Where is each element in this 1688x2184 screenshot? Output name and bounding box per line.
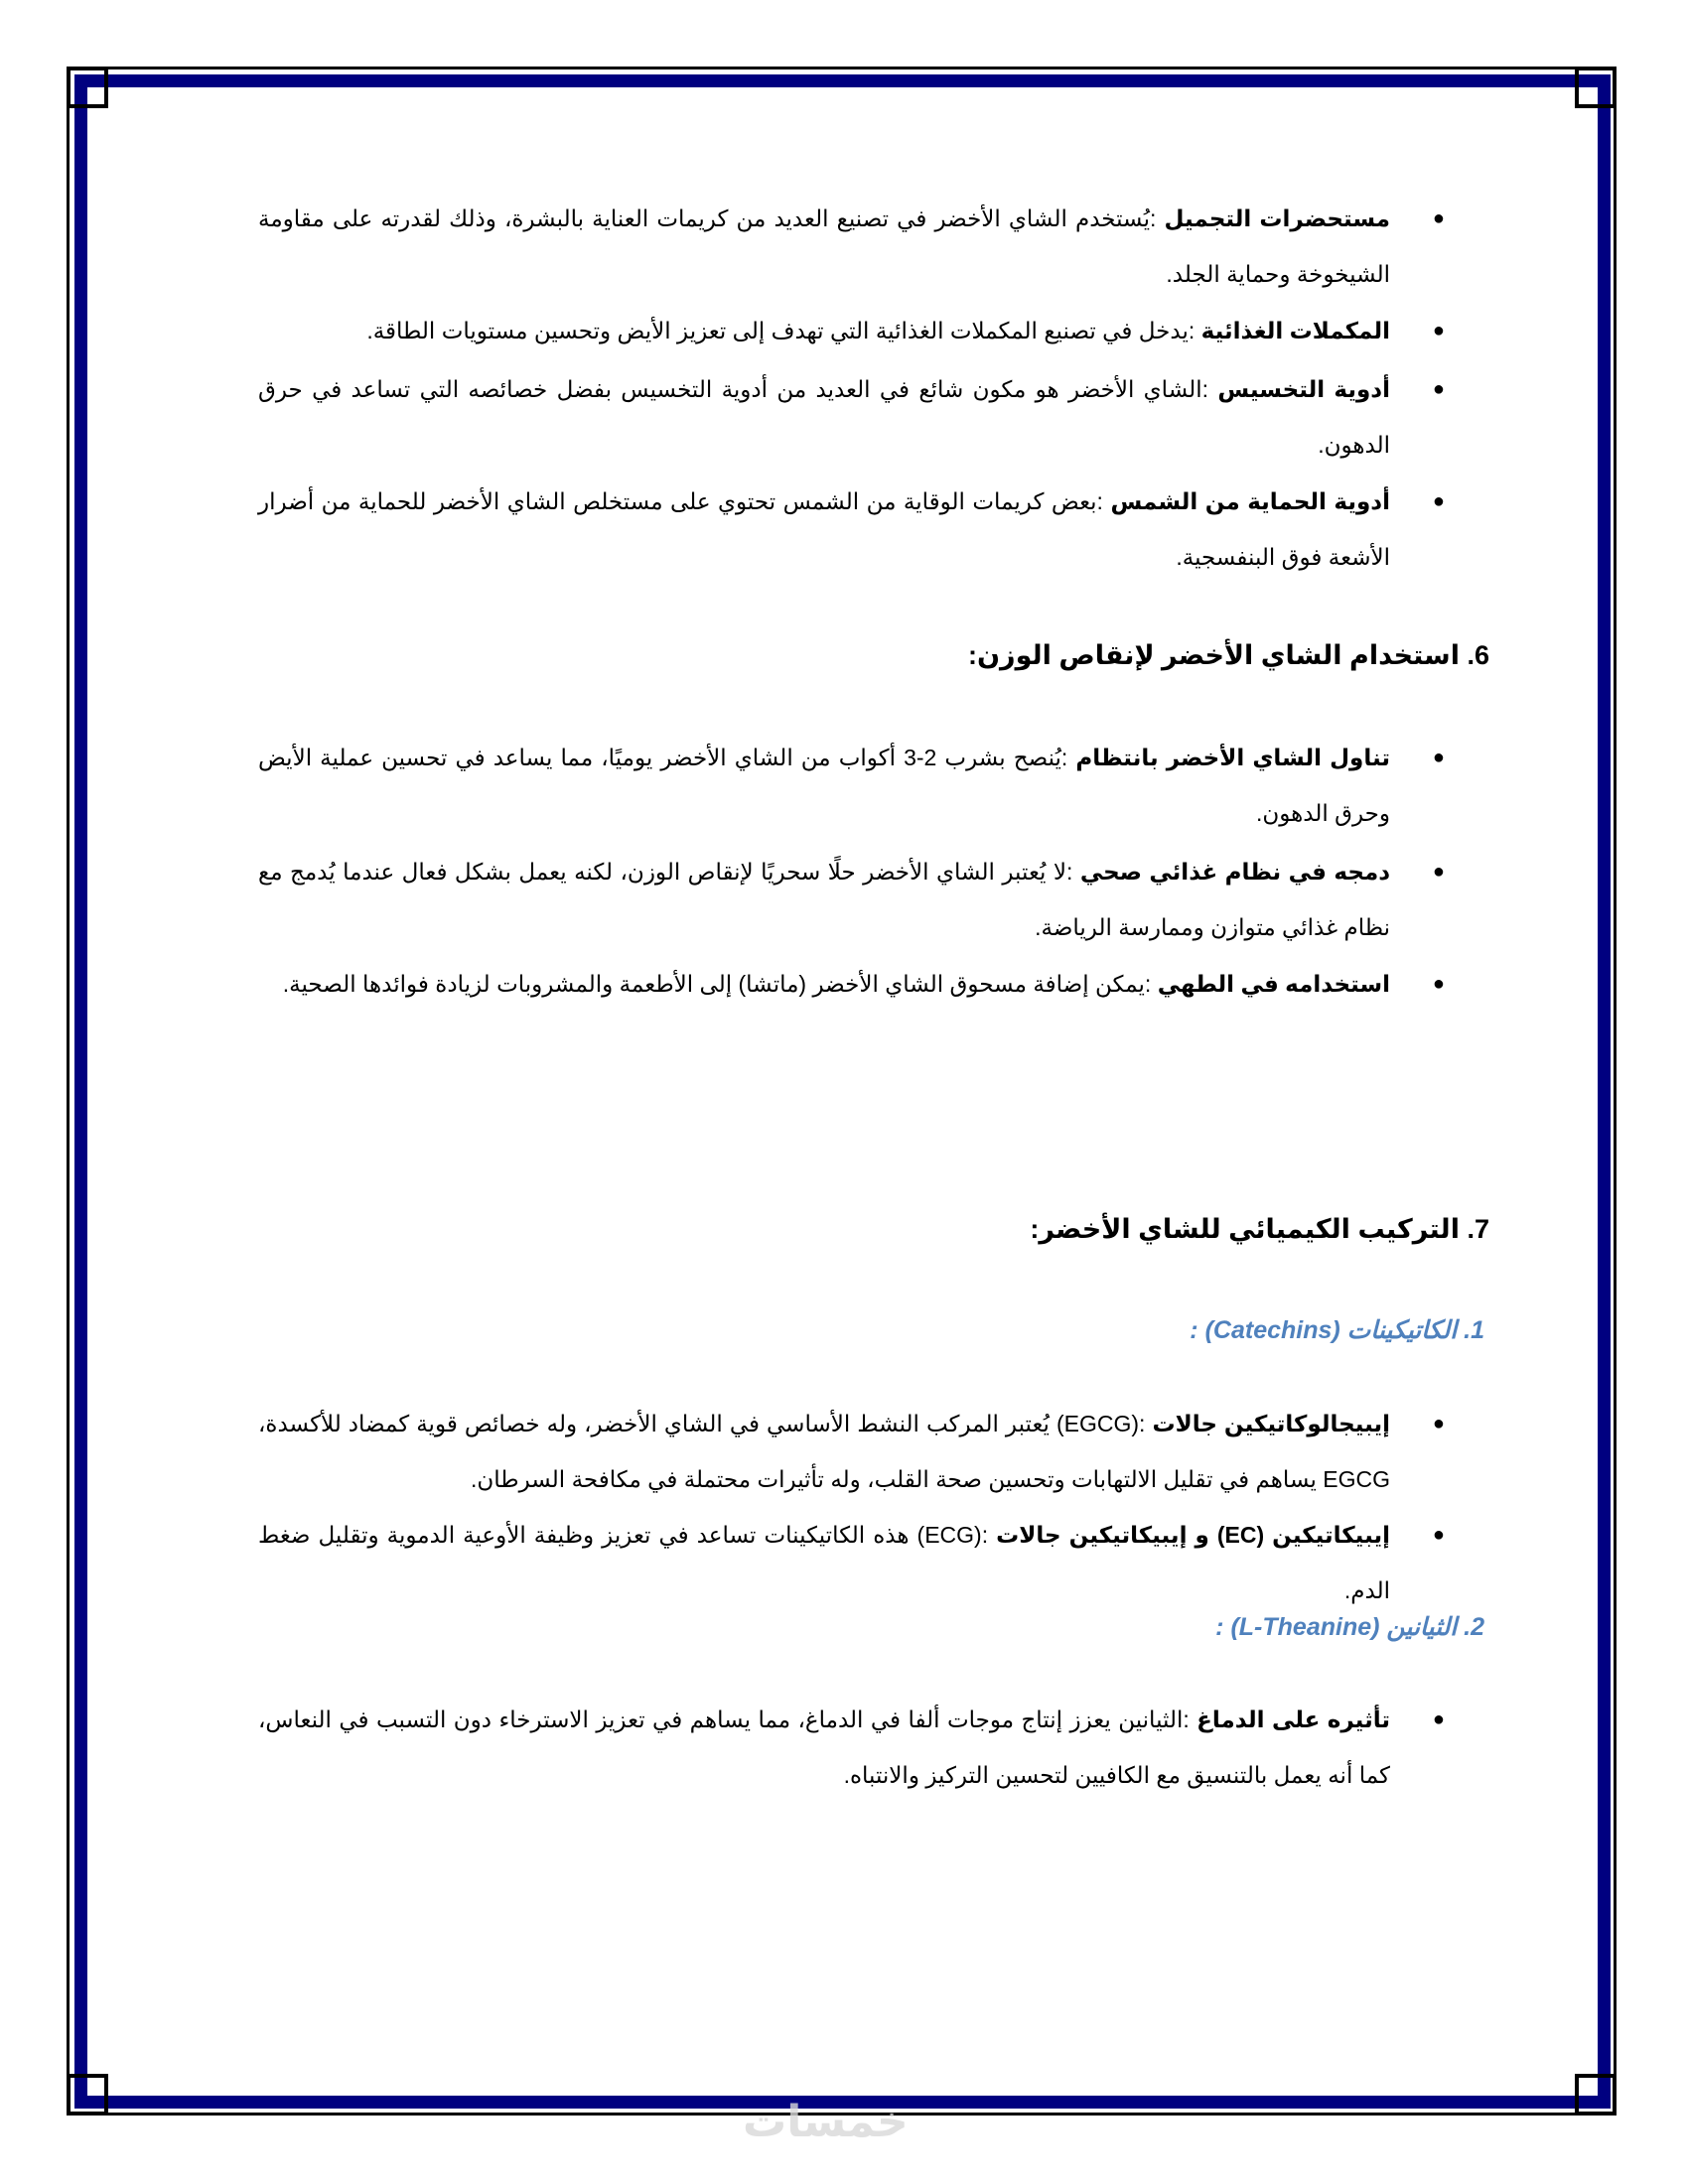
item-label: تأثيره على الدماغ bbox=[1196, 1706, 1390, 1732]
item-text: :يُنصح بشرب 2-3 أكواب من الشاي الأخضر يوميًا، مما يساعد في تحسين عملية الأيض وحرق الدهون. bbox=[258, 745, 1390, 826]
item-text: :(EGCG) يُعتبر المركب النشط الأساسي في الشاي الأخضر، وله خصائص قوية كمضاد للأكسدة، EGCG يساهم في تقليل الالتهابات وتحسين صحة القلب، وله تأثيرات محتملة في مكافحة السرطان. bbox=[258, 1411, 1390, 1492]
list-item bbox=[258, 956, 1445, 1012]
item-label: إيبيكاتيكين (EC) و إيبيكاتيكين جالات bbox=[996, 1522, 1390, 1548]
item-label: أدوية التخسيس bbox=[1217, 376, 1390, 402]
item-label: إيبيجالوكاتيكين جالات bbox=[1152, 1411, 1390, 1436]
corner-ornament bbox=[1575, 2074, 1617, 2116]
watermark-logo: خمسات bbox=[743, 2098, 909, 2146]
border-outer-right bbox=[1614, 67, 1617, 2116]
item-text: :يُستخدم الشاي الأخضر في تصنيع العديد من كريمات العناية بالبشرة، وذلك لقدرته على مقاومة الشيخوخة وحماية الجلد. bbox=[258, 205, 1390, 287]
bullet-icon: ● bbox=[1432, 490, 1445, 512]
bullet-icon: ● bbox=[1432, 207, 1445, 229]
item-label: تناول الشاي الأخضر بانتظام bbox=[1075, 745, 1390, 770]
subsection-heading: 1. الكاتيكينات (Catechins) : bbox=[1190, 1316, 1484, 1344]
corner-ornament bbox=[67, 2074, 108, 2116]
border-blue-right bbox=[1598, 74, 1611, 2109]
list-item bbox=[258, 1692, 1445, 1803]
list-item bbox=[258, 191, 1445, 302]
bullet-icon: ● bbox=[1432, 378, 1445, 400]
bullet-icon: ● bbox=[1432, 1708, 1445, 1730]
list-item bbox=[258, 361, 1445, 473]
list-item bbox=[258, 1396, 1445, 1507]
list-item bbox=[258, 844, 1445, 955]
bullet-icon: ● bbox=[1432, 747, 1445, 768]
item-text: :بعض كريمات الوقاية من الشمس تحتوي على مستخلص الشاي الأخضر للحماية من أضرار الأشعة فوق البنفسجية. bbox=[258, 488, 1390, 570]
bullet-icon: ● bbox=[1432, 1524, 1445, 1546]
bullet-icon: ● bbox=[1432, 320, 1445, 341]
list-item bbox=[258, 730, 1445, 841]
item-text: :يدخل في تصنيع المكملات الغذائية التي تهدف إلى تعزيز الأيض وتحسين مستويات الطاقة. bbox=[366, 318, 1201, 343]
border-blue-top bbox=[74, 74, 1611, 87]
bullet-icon: ● bbox=[1432, 1413, 1445, 1434]
list-item bbox=[258, 1507, 1445, 1618]
list-item bbox=[258, 303, 1445, 358]
item-label: مستحضرات التجميل bbox=[1164, 205, 1390, 231]
subsection-heading: 2. الثيانين (L-Theanine) : bbox=[1215, 1613, 1484, 1641]
item-label: استخدامه في الطهي bbox=[1157, 971, 1390, 997]
item-text: :يمكن إضافة مسحوق الشاي الأخضر (ماتشا) إلى الأطعمة والمشروبات لزيادة فوائدها الصحية. bbox=[282, 971, 1158, 997]
item-text: :(ECG) هذه الكاتيكينات تساعد في تعزيز وظيفة الأوعية الدموية وتقليل ضغط الدم. bbox=[258, 1522, 1390, 1603]
section-heading: 6. استخدام الشاي الأخضر لإنقاص الوزن: bbox=[968, 640, 1489, 670]
bullet-icon: ● bbox=[1432, 861, 1445, 883]
corner-ornament bbox=[67, 67, 108, 108]
item-label: أدوية الحماية من الشمس bbox=[1110, 488, 1390, 514]
border-blue-left bbox=[74, 74, 87, 2109]
border-outer-top bbox=[67, 67, 1617, 69]
item-text: :الثيانين يعزز إنتاج موجات ألفا في الدماغ، مما يساهم في تعزيز الاسترخاء دون التسبب في النعاس، كما أنه يعمل بالتنسيق مع الكافيين لتحسين التركيز والانتباه. bbox=[258, 1706, 1390, 1788]
corner-ornament bbox=[1575, 67, 1617, 108]
bullet-icon: ● bbox=[1432, 973, 1445, 995]
list-item bbox=[258, 474, 1445, 585]
item-label: دمجه في نظام غذائي صحي bbox=[1079, 859, 1390, 885]
item-text: :لا يُعتبر الشاي الأخضر حلًا سحريًا لإنقاص الوزن، لكنه يعمل بشكل فعال عندما يُدمج مع نظام غذائي متوازن وممارسة الرياضة. bbox=[258, 859, 1390, 940]
section-heading: 7. التركيب الكيميائي للشاي الأخضر: bbox=[1030, 1214, 1489, 1244]
item-text: :الشاي الأخضر هو مكون شائع في العديد من أدوية التخسيس بفضل خصائصه التي تساعد في حرق الدهون. bbox=[258, 376, 1390, 458]
border-outer-left bbox=[67, 67, 70, 2116]
item-label: المكملات الغذائية bbox=[1200, 318, 1390, 343]
